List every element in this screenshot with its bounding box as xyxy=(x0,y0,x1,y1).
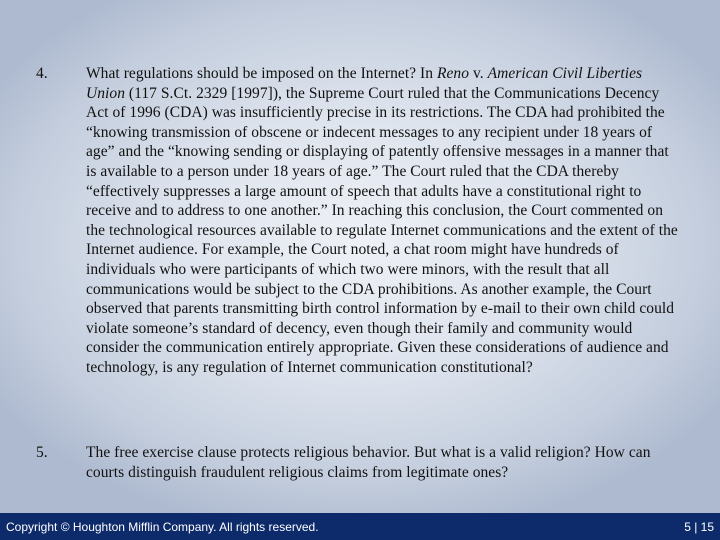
question-number: 4. xyxy=(36,65,48,82)
question-text xyxy=(86,64,678,378)
question-text: The free exercise clause protects religious behavior. But what is a valid religion? How can courts distinguish fraudulent religious claims from legitimate ones? xyxy=(86,444,651,481)
text-segment: v. xyxy=(469,65,488,82)
footer-bar xyxy=(0,513,720,540)
case-name-plaintiff: Reno xyxy=(436,65,470,82)
copyright-text: Copyright © Houghton Mifflin Company. All rights reserved. xyxy=(6,520,319,534)
text-segment: (117 S.Ct. 2329 [1997]), the Supreme Court ruled that the Communications Decency Act of 1996 (CDA) was insufficiently precise in its restrictions. The CDA had prohibited the “knowing transmission of obscene or indecent messages to any recipient under 18 years of age” and the “knowing sending or displaying of patently offensive messages in a manner that is available to a person under 18 years of age.” The Court ruled that the CDA thereby “effectively suppresses a large amount of speech that adults have a constitutional right to receive and to address to one another.” In reaching this conclusion, the Court commented on the technological resources available to regulate Internet communications and the extent of the Internet audience. For example, the Court noted, a chat room might have hundreds of individuals who were participants of which two were minors, with the result that all communications would be subject to the CDA prohibitions. As another example, the Court observed that parents transmitting birth control information by e-mail to their own child could violate someone’s standard of decency, even though their family and community would consider the communication entirely appropriate. Given these considerations of audience and technology, is any regulation of Internet communication constitutional? xyxy=(86,84,678,376)
page-number: 5 | 15 xyxy=(684,520,714,534)
case-name-defendant: American Civil Liberties Union xyxy=(86,65,643,102)
question-number: 5. xyxy=(36,444,48,461)
text-segment: What regulations should be imposed on the Internet? In xyxy=(86,65,437,82)
